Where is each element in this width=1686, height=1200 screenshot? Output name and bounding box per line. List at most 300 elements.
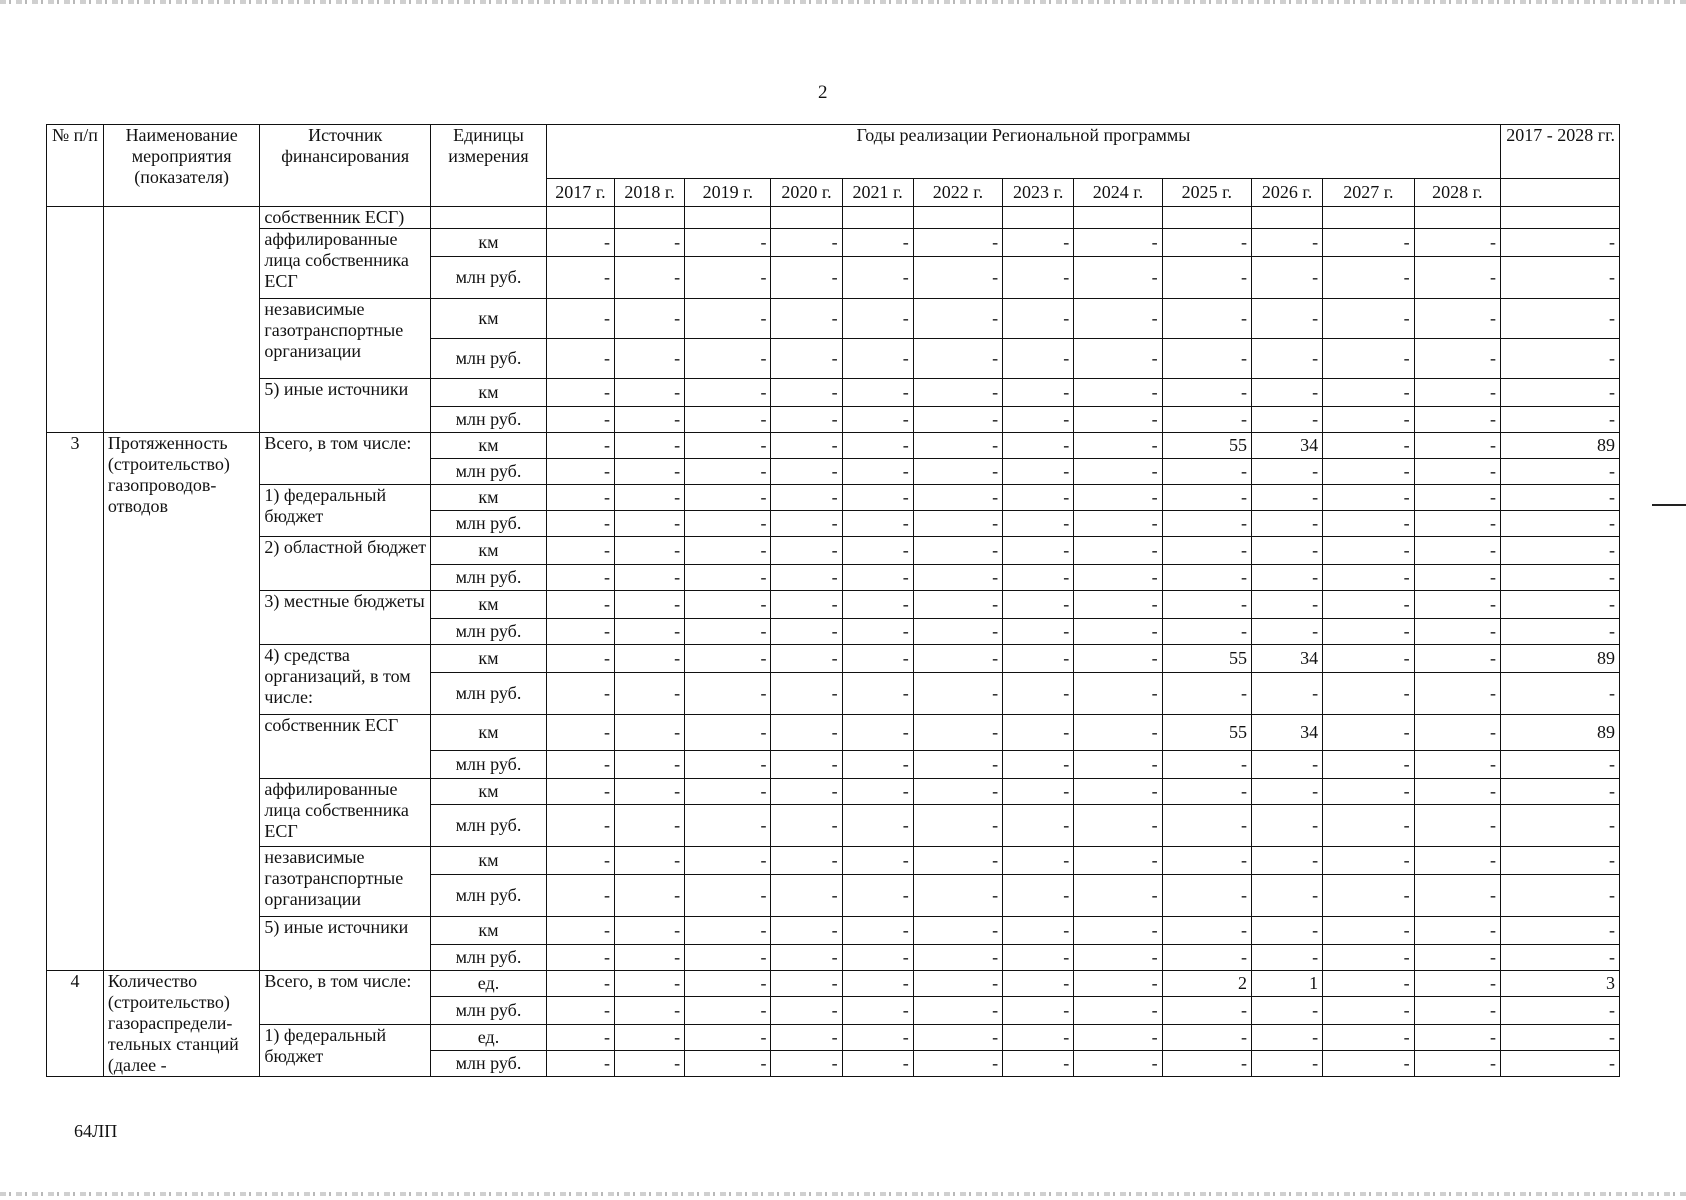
year-value: - [614, 847, 684, 875]
year-value: - [771, 645, 842, 673]
year-value [546, 207, 614, 229]
year-value: - [685, 433, 771, 459]
year-value: - [842, 673, 913, 715]
year-value: - [771, 619, 842, 645]
year-value: - [842, 511, 913, 537]
year-value: - [1003, 339, 1074, 379]
funding-source: независимые газотранспортные организации [260, 299, 431, 379]
year-value: - [614, 299, 684, 339]
year-value: - [913, 875, 1002, 917]
total-value: - [1500, 997, 1619, 1025]
year-value: - [1323, 229, 1414, 257]
year-value: - [1323, 257, 1414, 299]
year-value: - [546, 1051, 614, 1077]
year-value: - [1323, 673, 1414, 715]
year-value: - [913, 591, 1002, 619]
year-value: - [1252, 1051, 1323, 1077]
total-value: - [1500, 619, 1619, 645]
year-value: - [685, 673, 771, 715]
year-value: - [771, 779, 842, 805]
year-value: - [1414, 257, 1500, 299]
funding-source: 2) областной бюджет [260, 537, 431, 591]
year-value: - [546, 591, 614, 619]
year-value: - [913, 997, 1002, 1025]
year-value: - [685, 971, 771, 997]
total-value: - [1500, 847, 1619, 875]
year-value: 55 [1162, 645, 1251, 673]
year-value: - [1162, 847, 1251, 875]
year-value: - [913, 645, 1002, 673]
unit-of-measure: млн руб. [431, 619, 547, 645]
year-value: - [1003, 645, 1074, 673]
year-value: 34 [1252, 433, 1323, 459]
year-value: - [1162, 619, 1251, 645]
year-value: - [1074, 971, 1162, 997]
year-value: - [614, 997, 684, 1025]
year-value: - [614, 1051, 684, 1077]
year-value: - [614, 537, 684, 565]
year-value: - [842, 619, 913, 645]
total-value: 89 [1500, 433, 1619, 459]
total-value: 3 [1500, 971, 1619, 997]
year-value: - [614, 459, 684, 485]
year-value: - [1414, 715, 1500, 751]
year-value: - [1323, 339, 1414, 379]
year-value: - [546, 945, 614, 971]
year-value: - [1414, 1051, 1500, 1077]
year-value: - [913, 565, 1002, 591]
year-value: - [1323, 459, 1414, 485]
table-row [47, 971, 1620, 997]
funding-source: 5) иные источники [260, 379, 431, 433]
table-row [47, 537, 1620, 565]
total-value: - [1500, 805, 1619, 847]
year-value: - [614, 805, 684, 847]
year-value: - [1074, 997, 1162, 1025]
funding-source: 4) средства организаций, в том числе: [260, 645, 431, 715]
header-years-title: Годы реализации Региональной программы [546, 125, 1500, 179]
header-year: 2026 г. [1252, 179, 1323, 207]
year-value: - [771, 805, 842, 847]
year-value: - [685, 1025, 771, 1051]
total-value: - [1500, 565, 1619, 591]
year-value: - [685, 339, 771, 379]
year-value [913, 207, 1002, 229]
table-row [47, 715, 1620, 751]
header-year: 2017 г. [546, 179, 614, 207]
unit-of-measure: км [431, 433, 547, 459]
table-row [47, 1025, 1620, 1051]
table-row [47, 917, 1620, 945]
header-year: 2025 г. [1162, 179, 1251, 207]
year-value: - [771, 751, 842, 779]
year-value: - [614, 591, 684, 619]
year-value: - [842, 1051, 913, 1077]
header-year: 2019 г. [685, 179, 771, 207]
year-value: - [1003, 407, 1074, 433]
year-value: - [1252, 917, 1323, 945]
year-value: - [1323, 997, 1414, 1025]
indicator-name: Количество (строительство) газораспредели-тельных станций (далее - [103, 971, 259, 1077]
unit-of-measure: млн руб. [431, 945, 547, 971]
year-value: - [1252, 779, 1323, 805]
year-value: - [1323, 485, 1414, 511]
total-value: - [1500, 459, 1619, 485]
year-value: - [1074, 407, 1162, 433]
year-value: - [1414, 379, 1500, 407]
year-value: - [1003, 485, 1074, 511]
year-value: - [546, 805, 614, 847]
year-value: - [1323, 847, 1414, 875]
year-value: - [771, 591, 842, 619]
unit-of-measure: ед. [431, 1025, 547, 1051]
year-value: - [1162, 485, 1251, 511]
year-value: - [1074, 673, 1162, 715]
unit-of-measure: км [431, 591, 547, 619]
header-year: 2022 г. [913, 179, 1002, 207]
year-value: - [771, 875, 842, 917]
year-value [1252, 207, 1323, 229]
year-value: - [1074, 459, 1162, 485]
year-value: - [1162, 875, 1251, 917]
year-value: - [771, 485, 842, 511]
year-value: - [1414, 433, 1500, 459]
year-value: - [546, 379, 614, 407]
header-num: № п/п [47, 125, 104, 207]
year-value: - [1003, 459, 1074, 485]
year-value: - [913, 1025, 1002, 1051]
year-value: - [1003, 591, 1074, 619]
year-value: - [913, 459, 1002, 485]
year-value: - [1414, 229, 1500, 257]
unit-of-measure: км [431, 779, 547, 805]
year-value: - [1414, 805, 1500, 847]
year-value: - [1162, 299, 1251, 339]
year-value: 55 [1162, 433, 1251, 459]
year-value: - [1252, 673, 1323, 715]
unit-of-measure: млн руб. [431, 805, 547, 847]
year-value: - [1323, 565, 1414, 591]
year-value: - [1074, 715, 1162, 751]
total-value [1500, 207, 1619, 229]
year-value: - [614, 751, 684, 779]
unit-of-measure: млн руб. [431, 875, 547, 917]
year-value: - [913, 257, 1002, 299]
year-value: - [614, 257, 684, 299]
year-value: - [1003, 433, 1074, 459]
unit-of-measure: км [431, 715, 547, 751]
year-value: - [842, 875, 913, 917]
year-value: - [1252, 339, 1323, 379]
table-row [47, 229, 1620, 257]
table-row [47, 299, 1620, 339]
year-value: - [1162, 805, 1251, 847]
year-value: - [842, 945, 913, 971]
total-value: - [1500, 229, 1619, 257]
year-value: - [771, 407, 842, 433]
year-value: - [1003, 945, 1074, 971]
year-value: - [546, 779, 614, 805]
year-value: - [1414, 407, 1500, 433]
year-value: - [1074, 537, 1162, 565]
year-value: - [1074, 591, 1162, 619]
year-value: - [546, 229, 614, 257]
year-value: - [685, 591, 771, 619]
year-value: - [842, 407, 913, 433]
year-value: - [1252, 407, 1323, 433]
year-value: - [1252, 257, 1323, 299]
year-value: - [842, 229, 913, 257]
year-value: - [1162, 339, 1251, 379]
table-row [47, 847, 1620, 875]
year-value: - [1323, 917, 1414, 945]
year-value: - [685, 229, 771, 257]
year-value: - [1162, 945, 1251, 971]
year-value: - [1414, 511, 1500, 537]
year-value: - [1074, 565, 1162, 591]
year-value [1162, 207, 1251, 229]
year-value: - [546, 751, 614, 779]
year-value: - [1003, 511, 1074, 537]
header-year: 2027 г. [1323, 179, 1414, 207]
year-value: - [913, 407, 1002, 433]
year-value: - [1074, 847, 1162, 875]
year-value: - [685, 407, 771, 433]
total-value: - [1500, 1051, 1619, 1077]
year-value: - [771, 673, 842, 715]
year-value: - [771, 459, 842, 485]
year-value: - [842, 917, 913, 945]
year-value: - [913, 619, 1002, 645]
year-value: - [546, 971, 614, 997]
year-value: - [1252, 485, 1323, 511]
year-value: - [842, 751, 913, 779]
year-value [842, 207, 913, 229]
year-value: - [913, 779, 1002, 805]
year-value: - [614, 875, 684, 917]
year-value: - [546, 847, 614, 875]
year-value: - [1323, 299, 1414, 339]
year-value: - [771, 379, 842, 407]
unit-of-measure: млн руб. [431, 511, 547, 537]
year-value: - [1252, 511, 1323, 537]
year-value: - [685, 779, 771, 805]
year-value: - [1003, 917, 1074, 945]
year-value [614, 207, 684, 229]
year-value: - [1162, 407, 1251, 433]
year-value: - [614, 779, 684, 805]
year-value: - [1252, 805, 1323, 847]
funding-source: 1) федеральный бюджет [260, 1025, 431, 1077]
header-name: Наименование мероприятия (показателя) [103, 125, 259, 207]
year-value: - [1252, 379, 1323, 407]
year-value: - [1414, 565, 1500, 591]
year-value: - [842, 339, 913, 379]
year-value: - [1074, 339, 1162, 379]
total-value: - [1500, 917, 1619, 945]
year-value: - [685, 619, 771, 645]
row-number: 4 [47, 971, 104, 1077]
year-value: - [1003, 537, 1074, 565]
year-value: - [1323, 805, 1414, 847]
total-value: - [1500, 751, 1619, 779]
year-value: - [1323, 1025, 1414, 1051]
year-value: - [1162, 511, 1251, 537]
year-value: - [1323, 537, 1414, 565]
year-value: - [913, 751, 1002, 779]
year-value: - [1003, 715, 1074, 751]
year-value: - [842, 537, 913, 565]
header-year: 2020 г. [771, 179, 842, 207]
unit-of-measure: млн руб. [431, 751, 547, 779]
header-year: 2023 г. [1003, 179, 1074, 207]
year-value: - [913, 485, 1002, 511]
year-value: - [913, 847, 1002, 875]
year-value: - [614, 715, 684, 751]
header-year: 2018 г. [614, 179, 684, 207]
year-value: - [1414, 945, 1500, 971]
year-value: - [1162, 257, 1251, 299]
year-value: - [546, 673, 614, 715]
table-row [47, 591, 1620, 619]
funding-source: независимые газотранспортные организации [260, 847, 431, 917]
year-value: - [913, 1051, 1002, 1077]
year-value: - [1414, 485, 1500, 511]
row-number [47, 207, 104, 433]
unit-of-measure: км [431, 299, 547, 339]
total-value: - [1500, 299, 1619, 339]
total-value: - [1500, 379, 1619, 407]
year-value: - [1323, 945, 1414, 971]
year-value: - [1162, 1051, 1251, 1077]
year-value: - [614, 511, 684, 537]
year-value: - [842, 805, 913, 847]
year-value: - [1074, 619, 1162, 645]
year-value: - [1414, 917, 1500, 945]
year-value: - [1162, 459, 1251, 485]
year-value: - [1414, 619, 1500, 645]
table-row [47, 433, 1620, 459]
year-value: - [842, 779, 913, 805]
header-year: 2024 г. [1074, 179, 1162, 207]
year-value: - [1414, 299, 1500, 339]
scan-bottom-edge [0, 1192, 1686, 1196]
year-value: - [614, 485, 684, 511]
year-value: - [546, 339, 614, 379]
year-value [1003, 207, 1074, 229]
year-value: - [685, 751, 771, 779]
year-value: - [842, 459, 913, 485]
funding-source: Всего, в том числе: [260, 971, 431, 1025]
unit-of-measure: млн руб. [431, 673, 547, 715]
unit-of-measure: млн руб. [431, 565, 547, 591]
year-value: - [842, 433, 913, 459]
scan-top-edge [0, 0, 1686, 4]
table-row [47, 485, 1620, 511]
year-value: - [1323, 715, 1414, 751]
year-value: - [1074, 229, 1162, 257]
year-value: - [771, 997, 842, 1025]
year-value: - [614, 673, 684, 715]
year-value: - [1074, 485, 1162, 511]
year-value: - [1162, 997, 1251, 1025]
year-value: - [1414, 459, 1500, 485]
year-value: - [546, 997, 614, 1025]
year-value: - [1162, 565, 1251, 591]
year-value: 2 [1162, 971, 1251, 997]
header-total-blank [1500, 179, 1619, 207]
year-value: - [685, 645, 771, 673]
year-value: - [685, 945, 771, 971]
year-value: - [842, 299, 913, 339]
year-value: - [685, 299, 771, 339]
unit-of-measure: км [431, 847, 547, 875]
year-value: - [1252, 229, 1323, 257]
year-value: - [1074, 751, 1162, 779]
unit-of-measure: км [431, 379, 547, 407]
year-value: - [913, 917, 1002, 945]
year-value: - [771, 257, 842, 299]
total-value: - [1500, 591, 1619, 619]
year-value: - [771, 715, 842, 751]
total-value: - [1500, 257, 1619, 299]
year-value: - [771, 299, 842, 339]
year-value: - [771, 565, 842, 591]
year-value: - [1003, 619, 1074, 645]
year-value: - [771, 971, 842, 997]
year-value: - [685, 565, 771, 591]
year-value: - [1003, 565, 1074, 591]
year-value: - [1252, 875, 1323, 917]
year-value: - [1252, 945, 1323, 971]
year-value: - [614, 433, 684, 459]
year-value: - [1162, 591, 1251, 619]
year-value: - [1162, 673, 1251, 715]
year-value: - [1414, 779, 1500, 805]
year-value: - [685, 847, 771, 875]
year-value: - [685, 459, 771, 485]
year-value: - [614, 379, 684, 407]
year-value: - [546, 565, 614, 591]
row-number: 3 [47, 433, 104, 971]
year-value: - [1074, 805, 1162, 847]
funding-source: 5) иные источники [260, 917, 431, 971]
year-value: - [685, 1051, 771, 1077]
unit-of-measure: млн руб. [431, 257, 547, 299]
year-value: - [842, 379, 913, 407]
year-value: - [1003, 673, 1074, 715]
header-unit: Единицы измерения [431, 125, 547, 207]
year-value: - [614, 1025, 684, 1051]
total-value: - [1500, 537, 1619, 565]
year-value: - [1074, 257, 1162, 299]
year-value: - [1252, 459, 1323, 485]
year-value: - [546, 917, 614, 945]
year-value: - [771, 433, 842, 459]
year-value: - [614, 229, 684, 257]
document-code: 64ЛП [74, 1121, 118, 1141]
year-value: - [1074, 917, 1162, 945]
total-value: - [1500, 511, 1619, 537]
year-value: - [546, 619, 614, 645]
year-value: - [913, 537, 1002, 565]
year-value: - [1414, 339, 1500, 379]
year-value: - [1162, 917, 1251, 945]
unit-of-measure: км [431, 917, 547, 945]
year-value: - [614, 917, 684, 945]
total-value: - [1500, 673, 1619, 715]
funding-source: собственник ЕСГ [260, 715, 431, 779]
